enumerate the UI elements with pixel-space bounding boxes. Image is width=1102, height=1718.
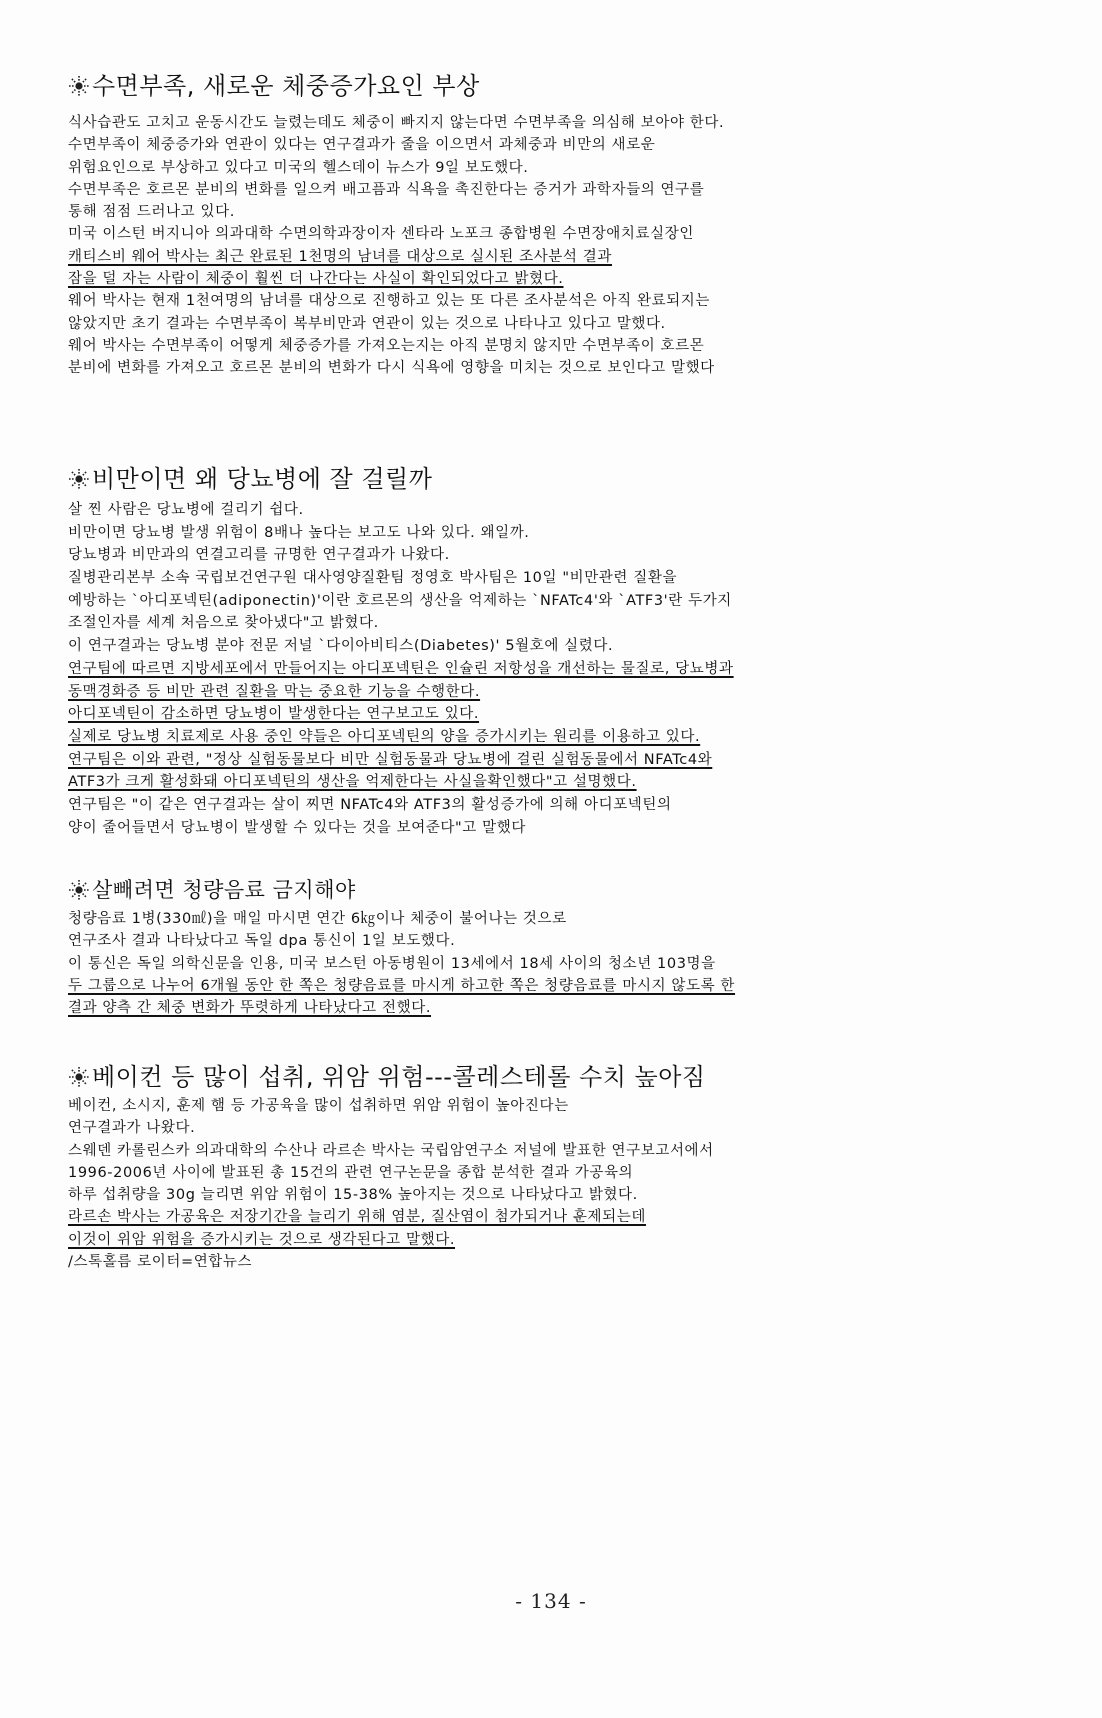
line-text: 연구팀은 이와 관련, "정상 실험동물보다 비만 실험동물과 당뇨병에 걸린 실험동물에서 NFATc4와 xyxy=(68,751,713,768)
page-number: - 134 - xyxy=(515,1589,587,1613)
article-body xyxy=(68,499,968,839)
text-line xyxy=(68,313,968,335)
text-line xyxy=(68,635,968,658)
line-text: 베이컨, 소시지, 훈제 햄 등 가공육을 많이 섭취하면 위암 위험이 높아진다는 xyxy=(68,1098,569,1114)
text-line xyxy=(68,290,968,312)
line-text: 하루 섭취량을 30g 늘리면 위암 위험이 15-38% 높아지는 것으로 나타났다고 밝혔다. xyxy=(68,1187,638,1204)
line-text: 결과 양측 간 체중 변화가 뚜렷하게 나타났다고 전했다. xyxy=(68,1000,432,1017)
underlined-text-line xyxy=(68,1229,968,1251)
line-text: 연구결과가 나왔다. xyxy=(68,1120,196,1137)
underlined-text-line xyxy=(68,681,968,704)
text-line xyxy=(68,223,968,245)
text-line xyxy=(68,1140,968,1162)
text-line xyxy=(68,357,968,379)
line-text: 수면부족이 체중증가와 연관이 있다는 연구결과가 줄을 이으면서 과체중과 비만의 새로운 xyxy=(68,137,656,154)
line-text: 동맥경화증 등 비만 관련 질환을 막는 중요한 기능을 수행한다. xyxy=(68,683,481,700)
article-body xyxy=(68,908,968,1019)
underlined-text-line xyxy=(68,997,968,1019)
text-line xyxy=(68,612,968,635)
text-line xyxy=(68,335,968,357)
text-line xyxy=(68,1095,968,1117)
line-text: 예방하는 `아디포넥틴(adiponectin)'이란 호르몬의 생산을 억제하는 `NFATc4'와 `ATF3'란 두가지 xyxy=(68,592,732,609)
underlined-text-line xyxy=(68,771,968,794)
line-text: 실제로 당뇨병 치료제로 사용 중인 약들은 아디포넥틴의 양을 증가시키는 원리를 이용하고 있다. xyxy=(68,728,701,745)
text-line xyxy=(68,1251,968,1273)
text-line xyxy=(68,1162,968,1184)
text-line xyxy=(68,590,968,613)
line-text: 수면부족은 호르몬 분비의 변화를 일으켜 배고픔과 식욕을 촉진한다는 증거가 과학자들의 연구를 xyxy=(68,181,705,198)
text-line xyxy=(68,1117,968,1139)
article-soft-drinks xyxy=(68,874,968,1019)
article-heading xyxy=(68,463,968,495)
sun-icon xyxy=(68,879,90,901)
line-text: 잠을 덜 자는 사람이 체중이 훨씬 더 나간다는 사실이 확인되었다고 밝혔다. xyxy=(68,271,564,288)
article-body xyxy=(68,1095,968,1273)
underlined-text-line xyxy=(68,749,968,772)
line-text: 웨어 박사는 수면부족이 어떻게 체중증가를 가져오는지는 아직 분명치 않지만 수면부족이 호르몬 xyxy=(68,337,705,354)
text-line xyxy=(68,817,968,840)
line-text: 라르손 박사는 가공육은 저장기간을 늘리기 위해 염분, 질산염이 첨가되거나 훈제되는데 xyxy=(68,1209,646,1226)
article-processed-meat xyxy=(68,1061,968,1273)
line-text: 두 그룹으로 나누어 6개월 동안 한 쪽은 청량음료를 마시게 하고한 쪽은 청량음료를 마시지 않도록 한 xyxy=(68,977,736,994)
underlined-text-line xyxy=(68,726,968,749)
underlined-text-line xyxy=(68,703,968,726)
line-text: 분비에 변화를 가져오고 호르몬 분비의 변화가 다시 식욕에 영향을 미치는 것으로 보인다고 말했다 xyxy=(68,360,715,377)
text-line xyxy=(68,522,968,545)
text-line xyxy=(68,794,968,817)
line-text: 이 연구결과는 당뇨병 분야 전문 저널 `다이아비티스(Diabetes)' 5월호에 실렸다. xyxy=(68,638,614,655)
heading-text: 수면부족, 새로운 체중증가요인 부상 xyxy=(92,72,480,100)
article-obesity-diabetes xyxy=(68,463,968,839)
article-sleep-deprivation xyxy=(68,70,968,380)
heading-text: 살빼려면 청량음료 금지해야 xyxy=(92,878,356,902)
underlined-text-line xyxy=(68,1206,968,1228)
line-text: /스톡홀름 로이터=연합뉴스 xyxy=(68,1254,253,1271)
line-text: 질병관리본부 소속 국립보건연구원 대사영양질환팀 정영호 박사팀은 10일 "비만관련 질환을 xyxy=(68,570,678,587)
article-heading xyxy=(68,874,968,906)
text-line xyxy=(68,567,968,590)
article-heading xyxy=(68,1061,968,1093)
line-text: 아디포넥틴이 감소하면 당뇨병이 발생한다는 연구보고도 있다. xyxy=(68,706,480,723)
text-line xyxy=(68,499,968,522)
text-line xyxy=(68,908,968,930)
article-heading xyxy=(68,70,968,102)
line-text: 웨어 박사는 현재 1천여명의 남녀를 대상으로 진행하고 있는 또 다른 조사분석은 아직 완료되지는 xyxy=(68,293,711,310)
line-text: 스웨덴 카롤린스카 의과대학의 수산나 라르손 박사는 국립암연구소 저널에 발표한 연구보고서에서 xyxy=(68,1142,714,1159)
line-text: 청량음료 1병(330㎖)을 매일 마시면 연간 6㎏이나 체중이 불어나는 것으로 xyxy=(68,911,567,927)
text-line xyxy=(68,930,968,952)
text-line xyxy=(68,953,968,975)
line-text: 식사습관도 고치고 운동시간도 늘렸는데도 체중이 빠지지 않는다면 수면부족을 의심해 보아야 한다. xyxy=(68,115,725,131)
sun-icon xyxy=(68,468,90,490)
article-body xyxy=(68,112,968,380)
text-line xyxy=(68,179,968,201)
text-line xyxy=(68,544,968,567)
line-text: 양이 줄어들면서 당뇨병이 발생할 수 있다는 것을 보여준다"고 말했다 xyxy=(68,819,526,836)
line-text: 미국 이스턴 버지니아 의과대학 수면의학과장이자 센타라 노포크 종합병원 수면장애치료실장인 xyxy=(68,226,694,243)
line-text: 이것이 위암 위험을 증가시키는 것으로 생각된다고 말했다. xyxy=(68,1231,456,1248)
line-text: 당뇨병과 비만과의 연결고리를 규명한 연구결과가 나왔다. xyxy=(68,547,450,564)
line-text: 연구팀은 "이 같은 연구결과는 살이 찌면 NFATc4와 ATF3의 활성증가에 의해 아디포넥틴의 xyxy=(68,796,672,813)
underlined-text-line xyxy=(68,246,968,268)
underlined-text-line xyxy=(68,268,968,290)
sun-icon xyxy=(68,75,90,97)
text-line xyxy=(68,134,968,156)
line-text: ATF3가 크게 활성화돼 아디포넥틴의 생산을 억제한다는 사실을확인했다"고 설명했다. xyxy=(68,774,637,791)
line-text: 1996-2006년 사이에 발표된 총 15건의 관련 연구논문을 종합 분석한 결과 가공육의 xyxy=(68,1164,634,1181)
text-line xyxy=(68,201,968,223)
sun-icon xyxy=(68,1066,90,1088)
line-text: 위험요인으로 부상하고 있다고 미국의 헬스데이 뉴스가 9일 보도했다. xyxy=(68,159,529,176)
underlined-text-line xyxy=(68,658,968,681)
text-line xyxy=(68,112,968,134)
heading-text: 비만이면 왜 당뇨병에 잘 걸릴까 xyxy=(92,465,433,493)
line-text: 조절인자를 세계 처음으로 찾아냈다"고 밝혔다. xyxy=(68,615,379,632)
heading-text: 베이컨 등 많이 섭취, 위암 위험---콜레스테롤 수치 높아짐 xyxy=(92,1063,706,1091)
line-text: 이 통신은 독일 의학신문을 인용, 미국 보스턴 아동병원이 13세에서 18세 사이의 청소년 103명을 xyxy=(68,955,716,972)
line-text: 캐티스비 웨어 박사는 최근 완료된 1천명의 남녀를 대상으로 실시된 조사분석 결과 xyxy=(68,248,612,265)
text-line xyxy=(68,1184,968,1206)
line-text: 살 찐 사람은 당뇨병에 걸리기 쉽다. xyxy=(68,502,304,518)
underlined-text-line xyxy=(68,975,968,997)
text-line xyxy=(68,157,968,179)
line-text: 비만이면 당뇨병 발생 위험이 8배나 높다는 보고도 나와 있다. 왜일까. xyxy=(68,524,530,541)
line-text: 연구조사 결과 나타났다고 독일 dpa 통신이 1일 보도했다. xyxy=(68,933,456,950)
line-text: 않았지만 초기 결과는 수면부족이 복부비만과 연관이 있는 것으로 나타나고 있다고 말했다. xyxy=(68,315,666,332)
line-text: 연구팀에 따르면 지방세포에서 만들어지는 아디포넥틴은 인슐린 저항성을 개선하는 물질로, 당뇨병과 xyxy=(68,660,734,677)
line-text: 통해 점점 드러나고 있다. xyxy=(68,204,235,221)
